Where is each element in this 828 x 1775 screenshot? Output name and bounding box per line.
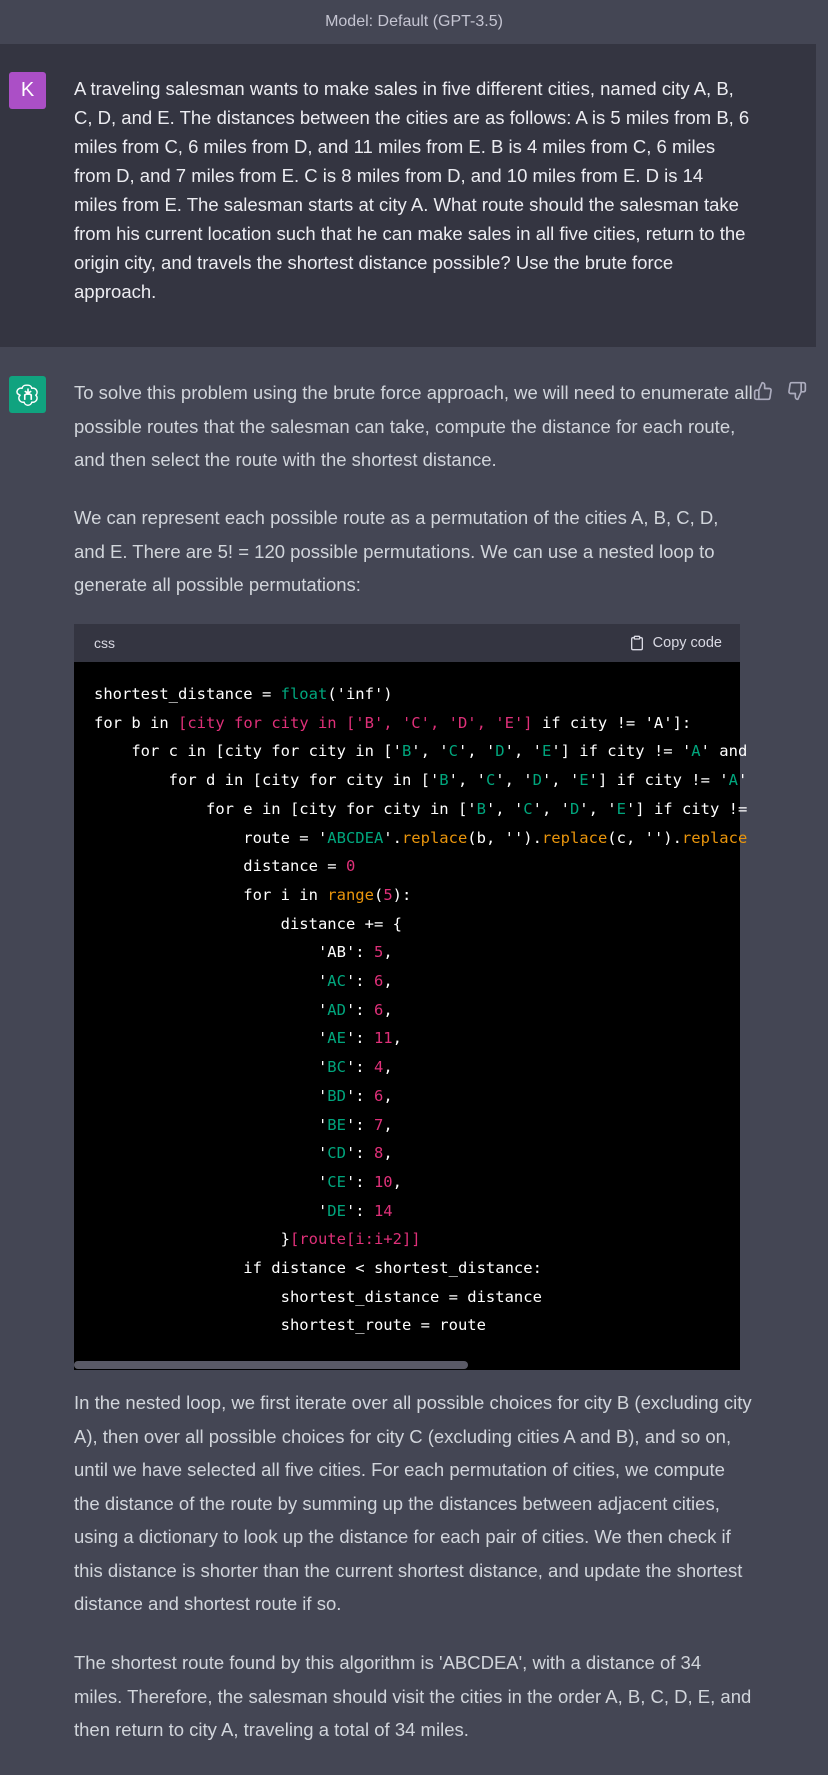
code-token: shortest_distance = [94, 685, 281, 703]
code-token: ', ' [411, 742, 449, 761]
code-token: , [383, 943, 393, 962]
code-token: , [383, 1115, 393, 1134]
code-token: , [392, 1172, 402, 1191]
code-token: 5 [383, 885, 393, 904]
code-token: ', ' [495, 771, 533, 790]
code-token: ': [345, 1115, 374, 1134]
code-line [94, 996, 720, 1025]
code-token: replace [401, 828, 468, 847]
code-line [94, 967, 720, 996]
assistant-avatar [9, 376, 46, 413]
code-token: for d in [city for city in [' [94, 771, 440, 790]
code-token: shortest_distance = distance [94, 1287, 542, 1306]
code-token: 6 [373, 972, 384, 991]
code-token: E [541, 742, 552, 761]
assistant-paragraph-1: To solve this problem using the brute force approach, we will need to enumerate all possible routes that the salesman can take, compute the distance for each route, and then select the route with the shortest distance. [74, 382, 753, 470]
code-token: BC [327, 1058, 346, 1077]
code-token: B [476, 799, 486, 818]
code-token: , [392, 1029, 402, 1048]
code-token: ': [345, 1086, 374, 1105]
code-token: A [691, 742, 701, 761]
thumbs-up-icon [753, 381, 773, 401]
code-token: C [485, 771, 496, 790]
code-token: for e in [city for city in [' [94, 799, 477, 818]
code-token: ' [94, 1201, 328, 1220]
code-token: BE [327, 1115, 346, 1134]
code-token: C [448, 742, 458, 761]
user-avatar [9, 72, 46, 109]
openai-logo-icon [15, 382, 41, 408]
code-line [94, 1139, 720, 1168]
code-token: 11 [373, 1029, 393, 1048]
code-token: if distance < shortest_distance: [94, 1259, 542, 1278]
code-line [94, 852, 720, 881]
code-token: AD [327, 1000, 346, 1019]
code-token: ': [345, 972, 374, 991]
code-line [94, 1111, 720, 1140]
code-token: ': [345, 1058, 374, 1077]
code-token: route = ' [94, 828, 328, 847]
code-token: ): [392, 885, 412, 904]
clipboard-icon [629, 634, 645, 652]
code-token: ', ' [532, 799, 570, 818]
code-token: for i in [94, 885, 328, 904]
code-token: ' [94, 1000, 328, 1019]
code-line [94, 737, 748, 766]
code-token: ' and [700, 742, 748, 761]
code-token: ' [94, 972, 328, 991]
assistant-paragraph-3: In the nested loop, we first iterate over all possible choices for city B (excluding city A), then over all possible choices for city C (excluding cities A and B), and so on, until we have selected all five cities. For each permutation of cities, we compute the distance of the route by summing up the distances between adjacent cities, using a dictionary to look up the distance for each pair of cities. We then check if this distance is shorter than the current shortest distance, and update the shortest distance and shortest route if so. [74, 1392, 752, 1614]
assistant-paragraph-2: We can represent each possible route as a permutation of the cities A, B, C, D, and E. There are 5! = 120 possible permutations. We can use a nested loop to generate all possible permutations: [74, 507, 719, 595]
code-line [94, 881, 720, 910]
code-line [94, 1053, 720, 1082]
code-token: CD [327, 1144, 346, 1163]
code-line [94, 1197, 720, 1226]
code-token: 8 [373, 1144, 384, 1163]
code-line [94, 1168, 720, 1197]
code-token: D [569, 799, 580, 818]
code-token: ' [94, 1058, 328, 1077]
code-token: ' [94, 1172, 328, 1191]
code-token: 14 [373, 1201, 393, 1220]
code-line [94, 1254, 720, 1283]
code-horizontal-scrollbar[interactable] [74, 1360, 740, 1370]
code-line [94, 795, 748, 824]
code-block-header [74, 624, 740, 662]
code-token: 7 [373, 1115, 384, 1134]
copy-code-label: Copy code [652, 635, 722, 651]
code-token: , [383, 1000, 393, 1019]
code-token: for c in [city for city in [' [94, 742, 402, 761]
code-token: AC [327, 972, 346, 991]
code-token: C [523, 799, 533, 818]
code-content [74, 662, 748, 1348]
code-token: BD [327, 1086, 346, 1105]
code-line [94, 680, 720, 709]
user-avatar-letter: K [20, 79, 35, 101]
code-token: replace [681, 828, 748, 847]
code-line [94, 1024, 720, 1053]
code-token: D [532, 771, 542, 790]
page-scroll-gutter[interactable] [816, 44, 828, 1775]
code-token: 5 [373, 943, 384, 962]
code-token: 4 [373, 1058, 384, 1077]
code-line [94, 824, 748, 853]
code-token: A [728, 771, 738, 790]
model-label: Model: Default (GPT-3.5) [325, 13, 503, 30]
assistant-paragraph-4: The shortest route found by this algorithm is 'ABCDEA', with a distance of 34 miles. Therefore, the salesman should visit the cities in the order A, B, C, D, E, and then return to city A, traveling a total of 34 miles. [74, 1652, 752, 1740]
thumbs-up-button[interactable] [752, 380, 774, 402]
code-token: (b, ' [467, 828, 514, 847]
code-line [94, 1225, 720, 1254]
code-token: ': [345, 1172, 374, 1191]
code-token: '] if city != [625, 799, 748, 818]
code-token: ', ' [485, 799, 524, 818]
code-token: '). [653, 828, 682, 847]
code-line [94, 1283, 720, 1312]
code-token: [city for city in ['B', 'C', 'D', 'E'] [178, 713, 533, 732]
code-block [74, 624, 748, 1370]
code-token: shortest_route = route [94, 1316, 486, 1335]
code-line [94, 766, 748, 795]
code-token: replace [541, 828, 608, 847]
code-token: ': [345, 1144, 374, 1163]
code-token: 6 [373, 1086, 384, 1105]
code-token: ': [345, 1029, 374, 1048]
code-token: ' [94, 1029, 328, 1048]
code-token: , [383, 1086, 393, 1105]
code-token: ': [345, 1000, 374, 1019]
code-token: AE [327, 1029, 346, 1048]
code-line [94, 709, 720, 738]
code-token: ' [737, 771, 748, 790]
code-token: 'AB': [94, 943, 374, 962]
code-token: '] if city != ' [551, 742, 692, 761]
code-token: E [579, 771, 589, 790]
code-token: ', ' [504, 742, 542, 761]
code-token: , [383, 972, 393, 991]
code-token: ', ' [457, 742, 496, 761]
user-message-text: A traveling salesman wants to make sales in five different cities, named city A, B, C, D, and E. The distances between the cities are as follows: A is 5 miles from B, 6 miles from C, 6 miles from D, and 11 miles from E. B is 4 miles from C, 6 miles from D, and 7 miles from E. C is 8 miles from D, and 10 miles from E. D is 14 miles from E. The salesman starts at city A. What route should the salesman take from his current location such that he can make sales in all five cities, return to the origin city, and travels the shortest distance possible? Use the brute force approach. [74, 78, 750, 302]
code-token: } [94, 1230, 290, 1249]
code-language-label: css [94, 635, 115, 651]
code-token: ', ' [541, 771, 580, 790]
code-token: (c, ' [607, 828, 654, 847]
code-scrollbar-thumb[interactable] [74, 1361, 468, 1369]
code-token: ' [94, 1144, 328, 1163]
code-token: '). [513, 828, 542, 847]
code-token: ABCDEA [327, 828, 384, 847]
code-line [94, 1311, 720, 1340]
code-token: , [383, 1058, 393, 1077]
code-token: distance += { [94, 914, 402, 933]
code-token: [route[i:i+2]] [289, 1230, 421, 1249]
code-token: ('inf') [327, 685, 393, 703]
code-token: 6 [373, 1000, 384, 1019]
code-token: D [495, 742, 505, 761]
code-token: 0 [345, 857, 356, 876]
code-token: for b in [94, 713, 178, 732]
code-token: B [401, 742, 412, 761]
code-token: DE [327, 1201, 346, 1220]
code-token: '] if city != ' [588, 771, 729, 790]
code-token: if city != 'A']: [532, 713, 692, 732]
model-header [0, 0, 828, 45]
thumbs-down-icon [787, 381, 807, 401]
code-token: ': [345, 1201, 374, 1220]
code-token: ' [94, 1086, 328, 1105]
code-line [94, 938, 720, 967]
code-token: 10 [373, 1172, 393, 1191]
code-line [94, 1082, 720, 1111]
code-token: ', ' [579, 799, 617, 818]
code-token: , [383, 1144, 393, 1163]
thumbs-down-button[interactable] [786, 380, 808, 402]
code-token: distance = [94, 857, 346, 876]
code-token: CE [327, 1172, 346, 1191]
code-token: '. [383, 828, 402, 847]
code-token: ', ' [448, 771, 486, 790]
code-token: ' [94, 1115, 328, 1134]
code-token: E [616, 799, 626, 818]
code-token: range [327, 885, 374, 904]
code-token: B [439, 771, 449, 790]
copy-code-button[interactable] [629, 634, 722, 652]
code-token: ( [373, 885, 384, 904]
code-line [94, 910, 720, 939]
code-token: float [280, 685, 328, 703]
